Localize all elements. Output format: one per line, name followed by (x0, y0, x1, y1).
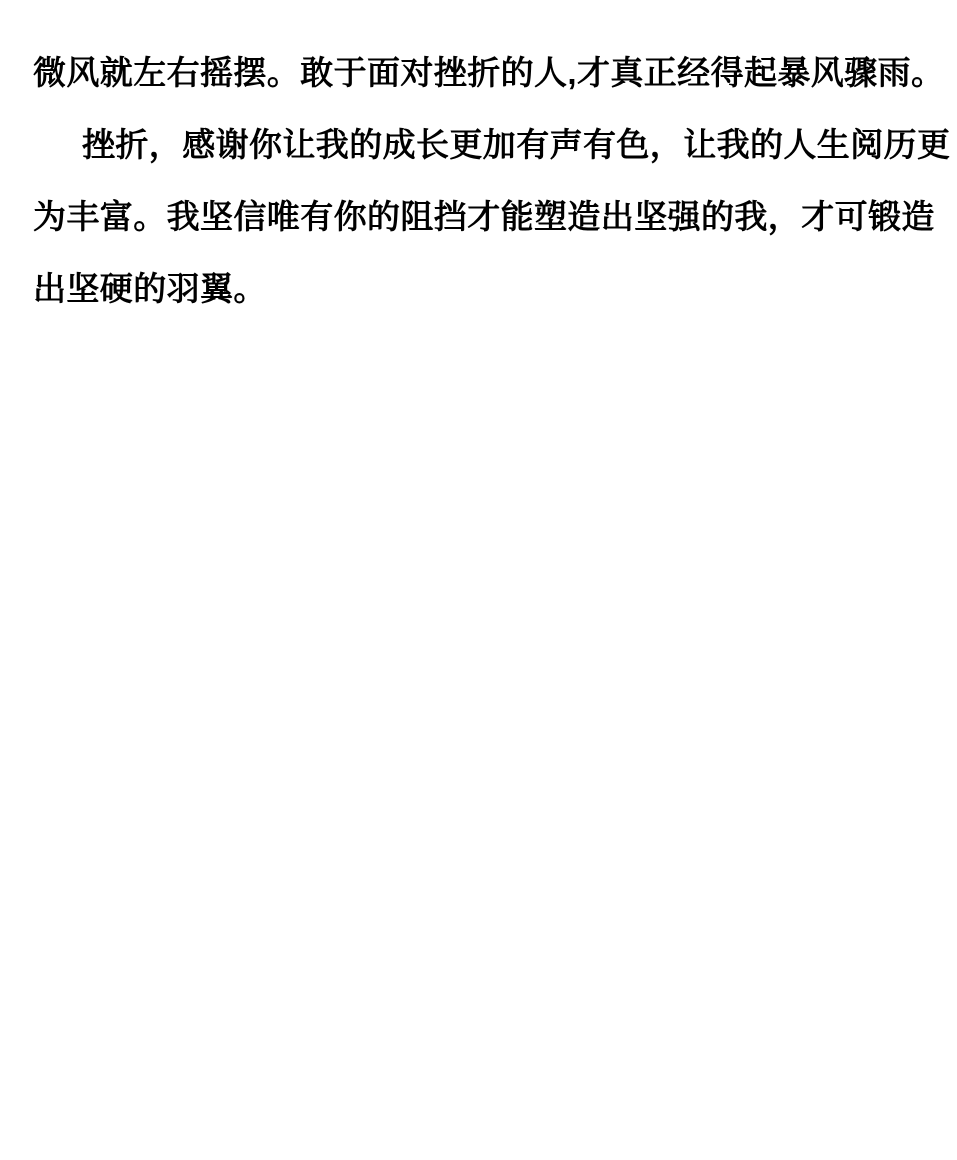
text-line: 为丰富。我坚信唯有你的阻挡才能塑造出坚强的我，才可锻造 (33, 198, 935, 235)
text-line: 挫折，感谢你让我的成长更加有声有色，让我的人生阅历更 (82, 126, 951, 163)
text-line: 出坚硬的羽翼。 (33, 270, 267, 307)
paragraph-body (33, 109, 951, 325)
text-line: 微风就左右摇摆。敢于面对挫折的人,才真正经得起暴风骤雨。 (33, 54, 945, 91)
paragraph-continuation (33, 37, 947, 109)
